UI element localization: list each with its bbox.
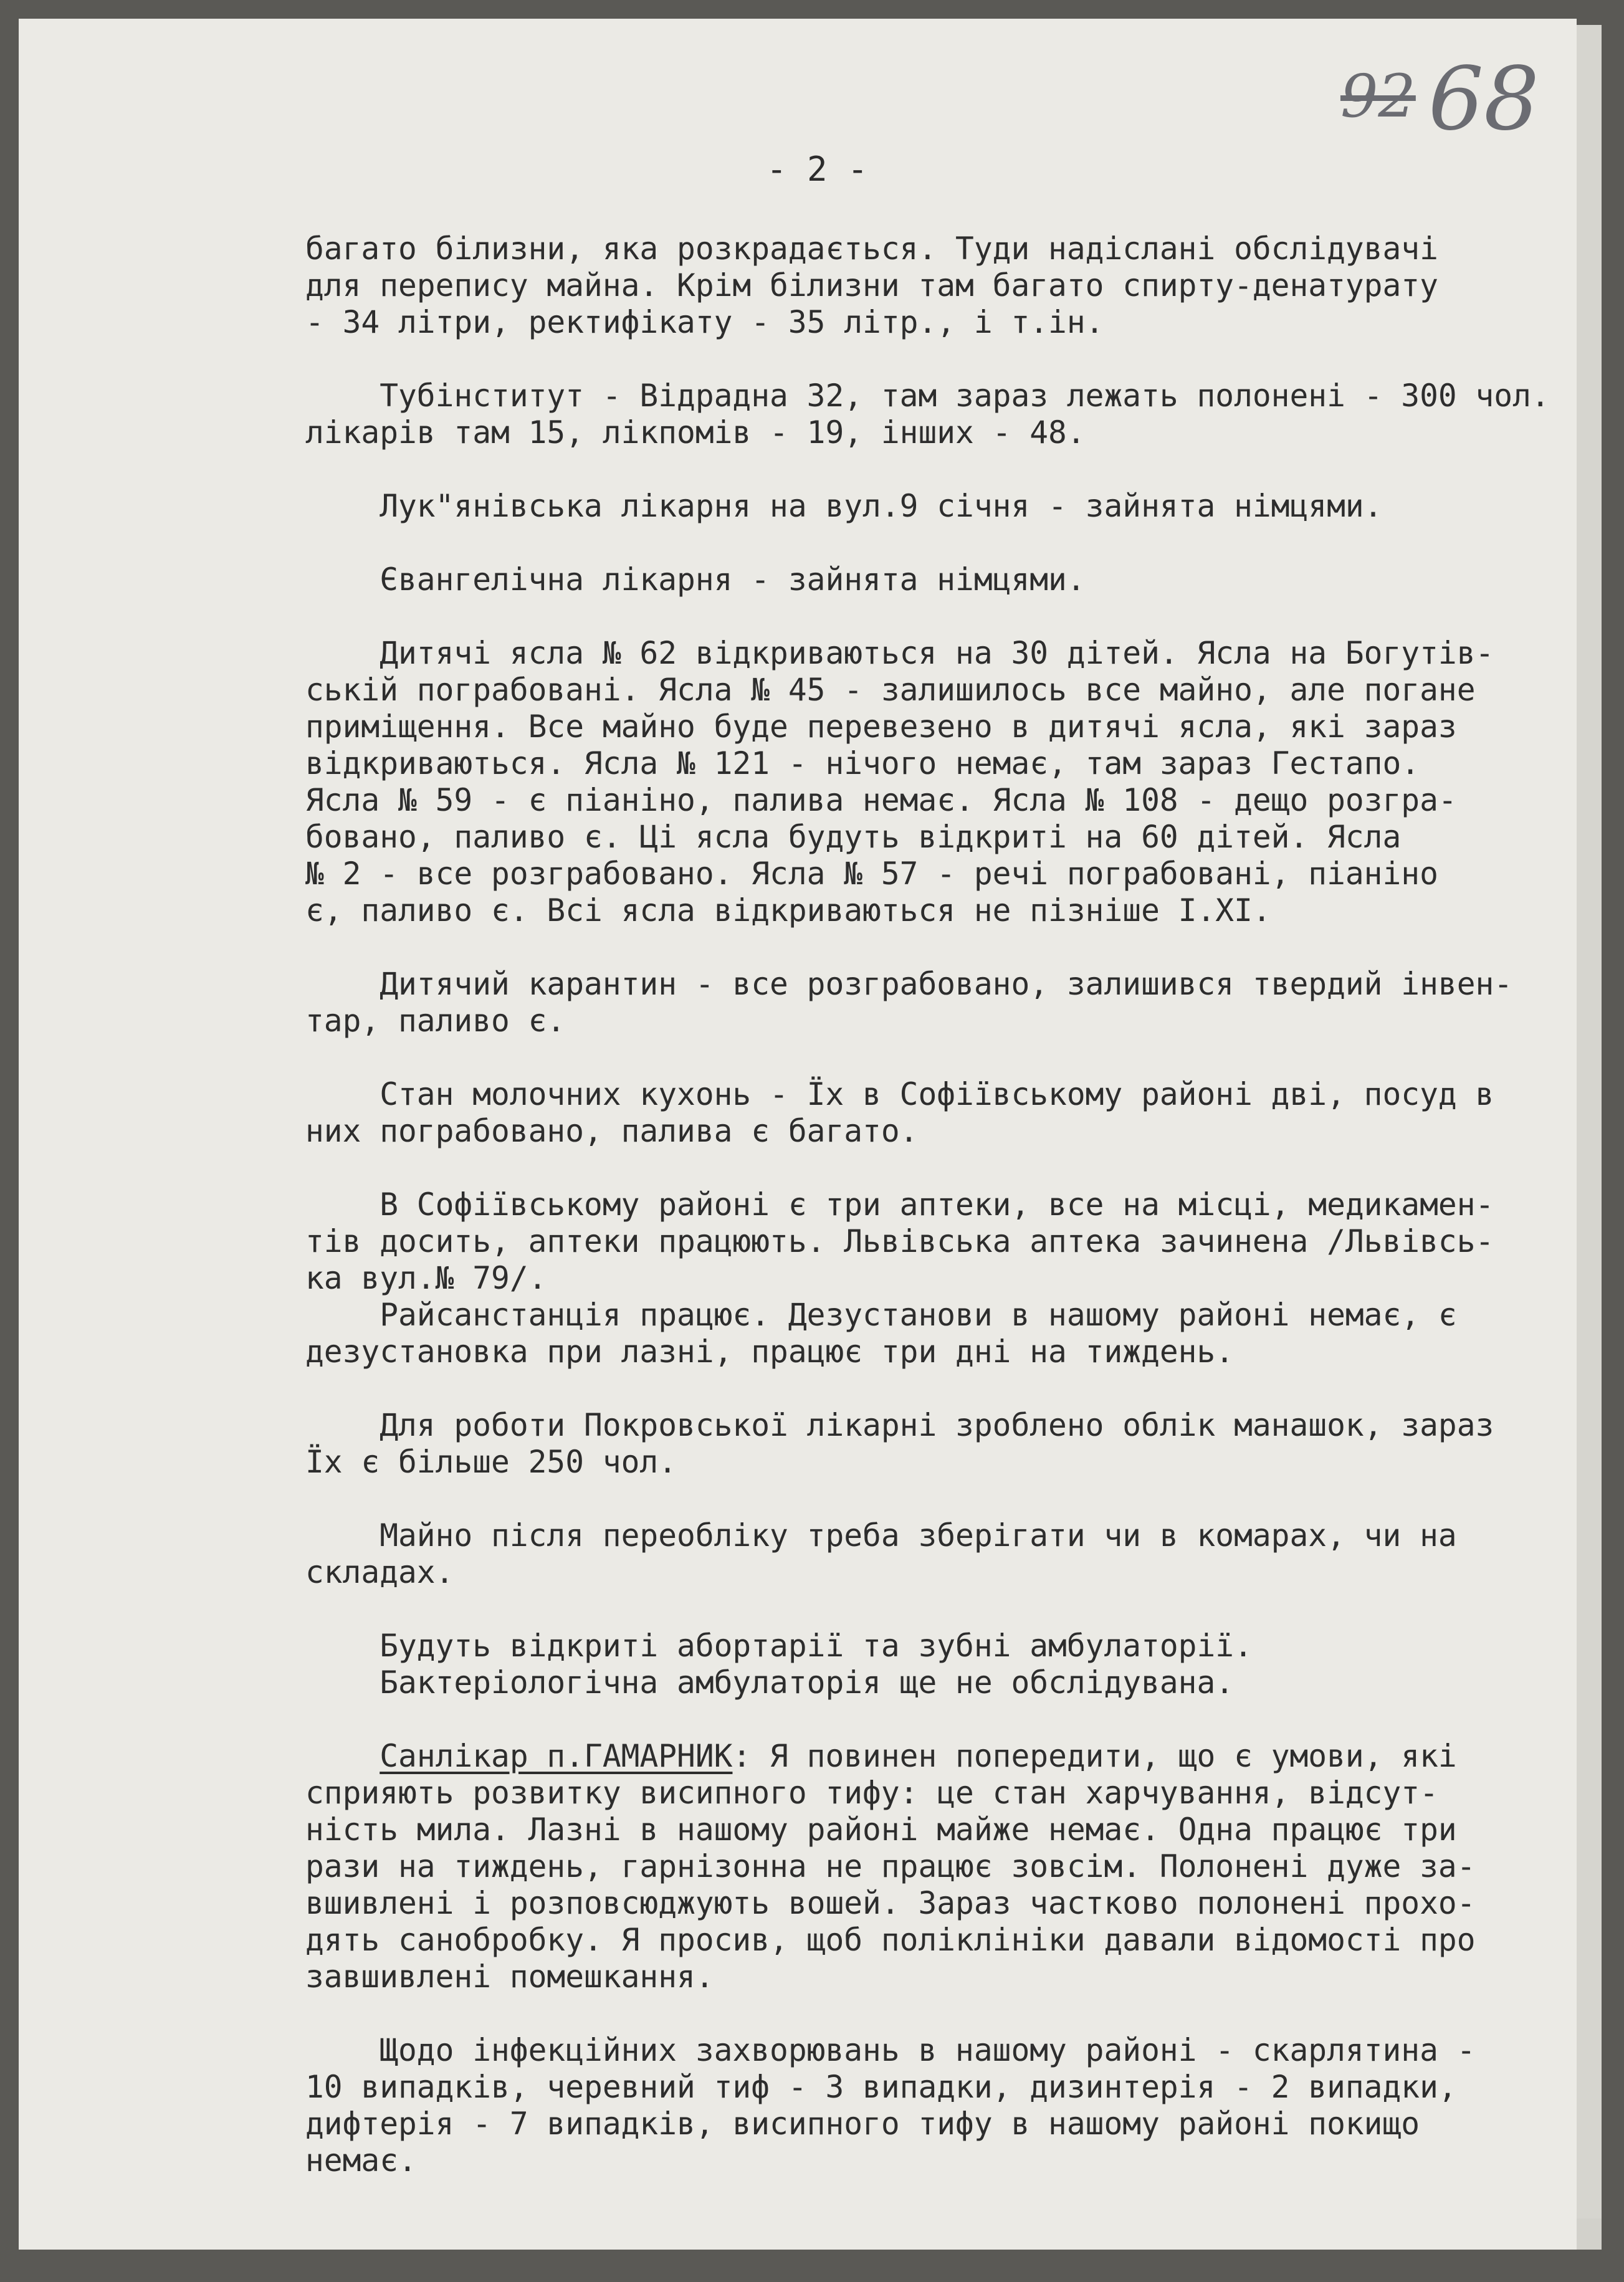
text-line: ка вул.№ 79/. — [305, 1260, 547, 1296]
text-line: 10 випадків, черевний тиф - 3 випадки, дизинтерія - 2 випадки, — [305, 2069, 1457, 2105]
struck-folio-number: 92 — [1340, 62, 1416, 131]
paragraph — [305, 561, 1583, 598]
document-body — [305, 231, 1583, 2216]
text-line: Дитячий карантин - все розграбовано, залишився твердий інвен- — [305, 966, 1513, 1002]
text-line: ській пограбовані. Ясла № 45 - залишилось все майно, але погане — [305, 672, 1476, 708]
speaker-name: Санлікар п.ГАМАРНИК — [380, 1738, 733, 1774]
text-line: багато білизни, яка розкрадається. Туди надіслані обслідувачі — [305, 231, 1438, 267]
text-line: завшивлені помешкання. — [305, 1959, 714, 1995]
text-line: дезустановка при лазні, працює три дні на тиждень. — [305, 1334, 1235, 1370]
paragraph — [305, 488, 1583, 525]
folio-number: 68 — [1428, 49, 1539, 150]
paragraph — [305, 966, 1583, 1039]
paragraph — [305, 378, 1583, 451]
text-line: № 2 - все розграбовано. Ясла № 57 - речі пограбовані, піаніно — [305, 856, 1438, 892]
text-line: сприяють розвитку висипного тифу: це стан харчування, відсут- — [305, 1775, 1438, 1811]
text-line: відкриваються. Ясла № 121 - нічого немає, там зараз Гестапо. — [305, 745, 1420, 781]
text-line: Лук"янівська лікарня на вул.9 січня - зайнята німцями. — [305, 488, 1383, 524]
text-line: тів досить, аптеки працюють. Львівська аптека зачинена /Львівсь- — [305, 1223, 1494, 1259]
text-line: складах. — [305, 1554, 454, 1590]
text-line: дять санобробку. Я просив, щоб поліклініки давали відомості про — [305, 1922, 1476, 1958]
speaker-text: : Я повинен попередити, що є умови, які — [732, 1738, 1457, 1774]
text-line: є, паливо є. Всі ясла відкриваються не пізніше І.ХІ. — [305, 892, 1271, 929]
paragraph — [305, 1407, 1583, 1481]
text-line: Дитячі ясла № 62 відкриваються на 30 дітей. Ясла на Богутів- — [305, 635, 1494, 671]
text-line: Райсанстанція працює. Дезустанови в нашому районі немає, є — [305, 1297, 1457, 1333]
page-number: - 2 - — [767, 150, 868, 189]
text-line: Тубінститут - Відрадна 32, там зараз лежать полонені - 300 чол. — [305, 378, 1550, 414]
paragraph — [305, 635, 1583, 929]
text-line: бовано, паливо є. Ці ясла будуть відкриті на 60 дітей. Ясла — [305, 819, 1402, 855]
paragraph — [305, 1738, 1583, 1995]
text-line: В Софіївському районі є три аптеки, все на місці, медикамен- — [305, 1186, 1494, 1223]
paragraph — [305, 231, 1583, 341]
archive-folio-number — [1340, 49, 1539, 150]
text-line: Їх є більше 250 чол. — [305, 1444, 677, 1480]
text-line: Для роботи Покровської лікарні зроблено облік манашок, зараз — [305, 1407, 1494, 1443]
text-line: - 34 літри, ректифікату - 35 літр., і т.ін. — [305, 304, 1104, 340]
text-line: Майно після переобліку треба зберігати чи в комарах, чи на — [305, 1517, 1457, 1554]
text-line: Бактеріологічна амбулаторія ще не обслідувана. — [305, 1664, 1235, 1701]
paragraph — [305, 1628, 1583, 1664]
text-line: рази на тиждень, гарнізонна не працює зовсім. Полонені дуже за- — [305, 1848, 1476, 1884]
text-line: них пограбовано, палива є багато. — [305, 1113, 919, 1149]
text-line: вшивлені і розповсюджують вошей. Зараз частково полонені прохо- — [305, 1885, 1476, 1921]
text-line: приміщення. Все майно буде перевезено в дитячі ясла, які зараз — [305, 709, 1457, 745]
text-line — [305, 1738, 1583, 1775]
text-line: тар, паливо є. — [305, 1003, 566, 1039]
text-line: Будуть відкриті абортарії та зубні амбулаторії. — [305, 1628, 1253, 1664]
text-line: немає. — [305, 2142, 417, 2179]
text-line: для перепису майна. Крім білизни там багато спирту-денатурату — [305, 267, 1438, 303]
paragraph — [305, 2032, 1583, 2179]
paragraph — [305, 1186, 1583, 1297]
paragraph — [305, 1664, 1583, 1701]
text-line: Щодо інфекційних захворювань в нашому районі - скарлятина - — [305, 2032, 1476, 2068]
paragraph — [305, 1076, 1583, 1150]
text-line: Ясла № 59 - є піаніно, палива немає. Ясла № 108 - дещо розгра- — [305, 782, 1457, 818]
text-line: лікарів там 15, лікпомів - 19, інших - 48. — [305, 414, 1086, 451]
text-line: Стан молочних кухонь - Їх в Софіївському районі дві, посуд в — [305, 1076, 1494, 1112]
text-line: дифтерія - 7 випадків, висипного тифу в нашому районі покищо — [305, 2106, 1420, 2142]
text-line: Євангелічна лікарня - зайнята німцями. — [305, 561, 1086, 598]
text-line: ність мила. Лазні в нашому районі майже немає. Одна працює три — [305, 1812, 1457, 1848]
paragraph — [305, 1297, 1583, 1370]
paragraph — [305, 1517, 1583, 1591]
